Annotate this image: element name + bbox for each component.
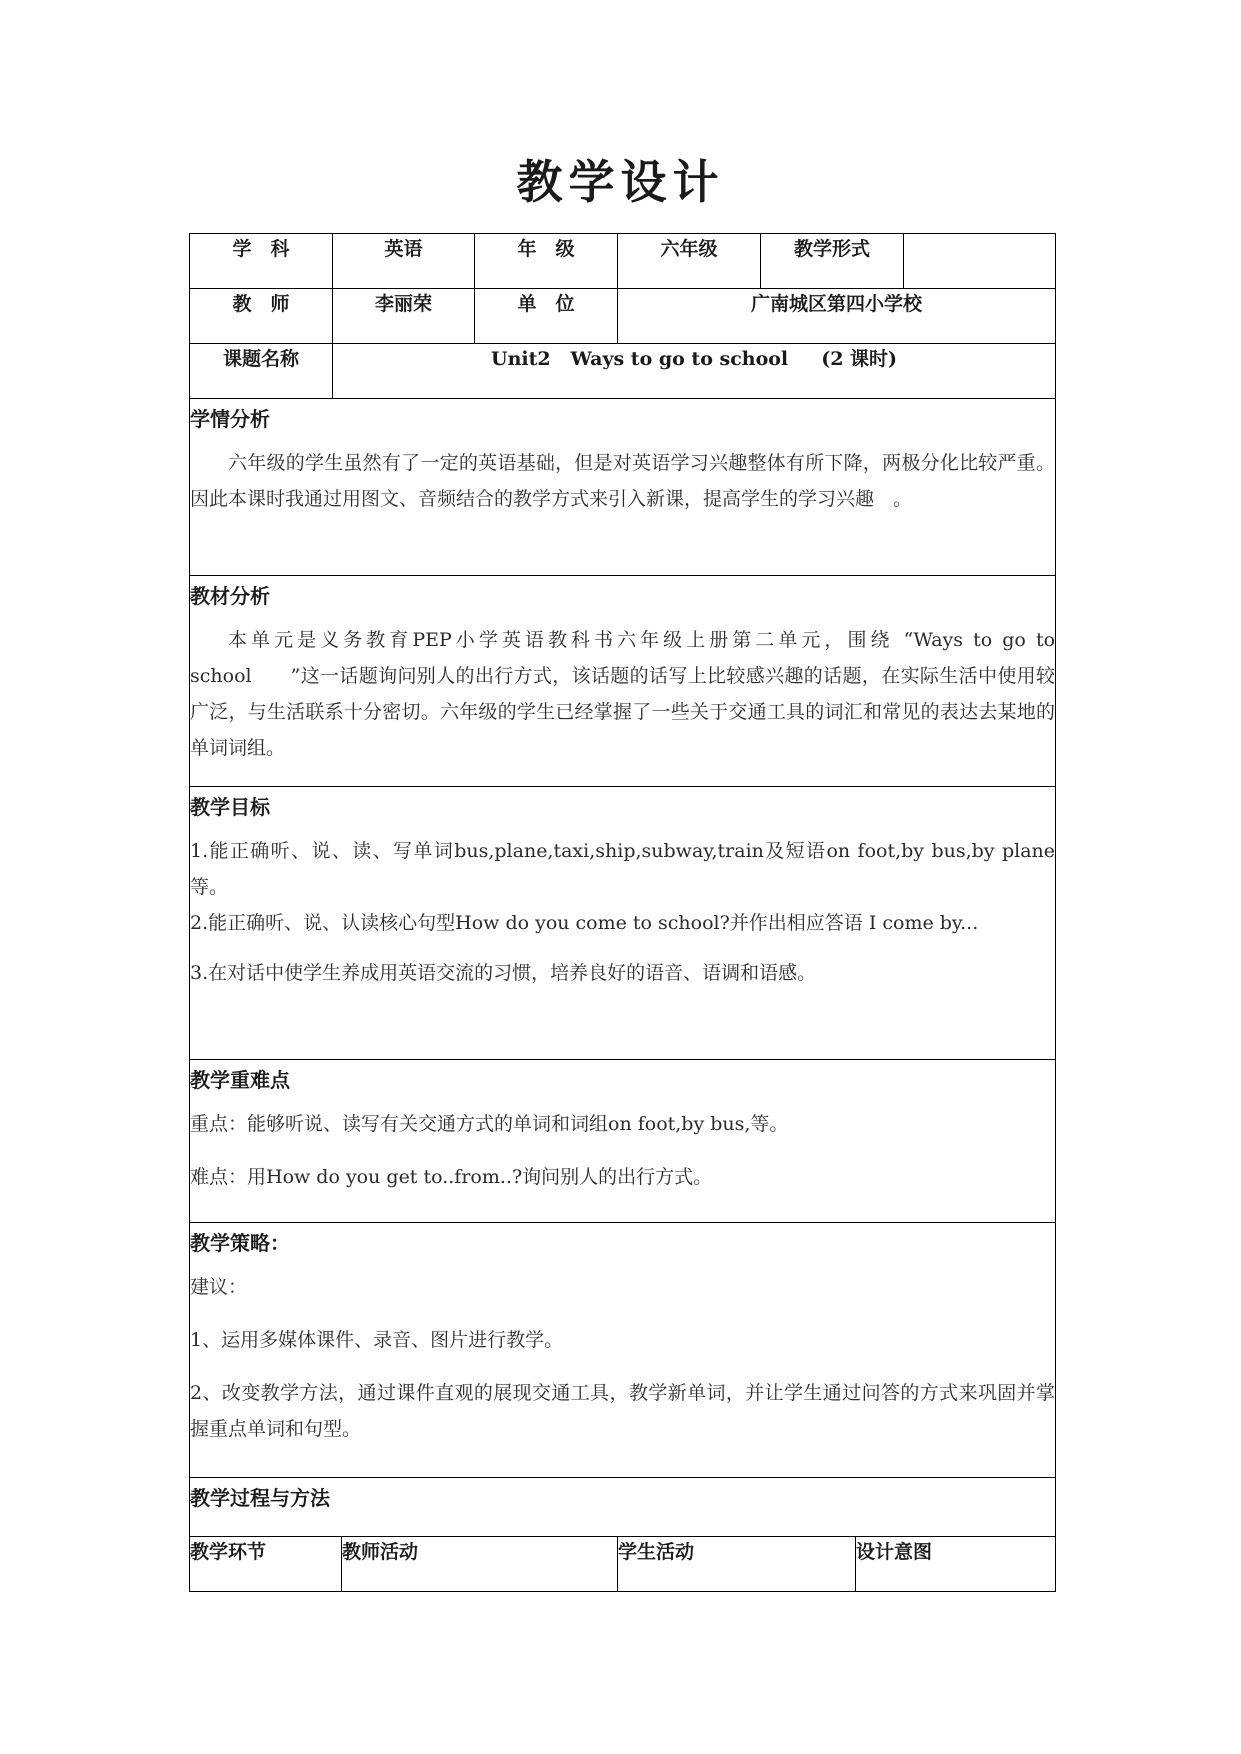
strategy-item-2: 2、改变教学方法，通过课件直观的展现交通工具，教学新单词，并让学生通过问答的方式来巩固并掌握重点单词和句型。 (190, 1382, 1056, 1440)
objective-item-1: 1.能正确听、说、读、写单词bus,plane,taxi,ship,subway,train及短语on foot,by bus,by plane等。 (190, 840, 1056, 898)
process-header-row (190, 1537, 1056, 1592)
section-title: 学情分析 (190, 407, 270, 431)
subject-value: 英语 (333, 234, 475, 289)
section-objectives (190, 787, 1056, 1060)
topic-label: 课题名称 (190, 344, 333, 399)
unit-label: 单 位 (475, 289, 618, 344)
student-analysis-text: 六年级的学生虽然有了一定的英语基础，但是对英语学习兴趣整体有所下降，两极分化比较严重。因此本课时我通过用图文、音频结合的教学方式来引入新课，提高学生的学习兴趣 。 (190, 452, 1056, 510)
process-col-intent: 设计意图 (856, 1537, 1056, 1592)
process-col-stage: 教学环节 (190, 1537, 342, 1592)
section-material-analysis (190, 576, 1056, 787)
strategy-item-1: 1、运用多媒体课件、录音、图片进行教学。 (190, 1329, 564, 1351)
grade-label: 年 级 (475, 234, 618, 289)
section-title: 教学目标 (190, 795, 270, 819)
strategy-suggest: 建议： (190, 1276, 248, 1298)
process-col-student: 学生活动 (618, 1537, 856, 1592)
objective-item-3: 3.在对话中使学生养成用英语交流的习惯，培养良好的语音、语调和语感。 (190, 962, 817, 984)
lesson-plan-table (189, 233, 1056, 1592)
section-title: 教学过程与方法 (190, 1486, 330, 1510)
info-row-teacher (190, 289, 1056, 344)
unit-value: 广南城区第四小学校 (618, 289, 1056, 344)
form-value (904, 234, 1056, 289)
material-analysis-text: 本单元是义务教育PEP小学英语教科书六年级上册第二单元，围绕 “Ways to go to school ”这一话题询问别人的出行方式，该话题的话写上比较感兴趣的话题，在实际生活中使用较广泛，与生活联系十分密切。六年级的学生已经掌握了一些关于交通工具的词汇和常见的表达去某地的单词词组。 (190, 629, 1056, 759)
difficult-point-text: 难点：用How do you get to..from..?询问别人的出行方式。 (190, 1166, 713, 1188)
grade-value: 六年级 (618, 234, 761, 289)
section-student-analysis (190, 399, 1056, 576)
section-process (190, 1478, 1056, 1537)
section-title: 教学策略： (190, 1231, 290, 1255)
form-label: 教学形式 (761, 234, 904, 289)
process-col-teacher: 教师活动 (342, 1537, 618, 1592)
key-point-text: 重点：能够听说、读写有关交通方式的单词和词组on foot,by bus,等。 (190, 1113, 789, 1135)
info-row-subject (190, 234, 1056, 289)
document-title: 教学设计 (516, 155, 725, 209)
info-row-topic (190, 344, 1056, 399)
section-key-points (190, 1060, 1056, 1223)
teacher-value: 李丽荣 (333, 289, 475, 344)
topic-value: Unit2 Ways to go to school (2 课时) (333, 344, 1056, 399)
objective-item-2: 2.能正确听、说、认读核心句型How do you come to school?并作出相应答语 I come by... (190, 912, 979, 934)
section-title: 教学重难点 (190, 1068, 290, 1092)
section-strategy (190, 1223, 1056, 1478)
teacher-label: 教 师 (190, 289, 333, 344)
subject-label: 学 科 (190, 234, 333, 289)
section-title: 教材分析 (190, 584, 270, 608)
